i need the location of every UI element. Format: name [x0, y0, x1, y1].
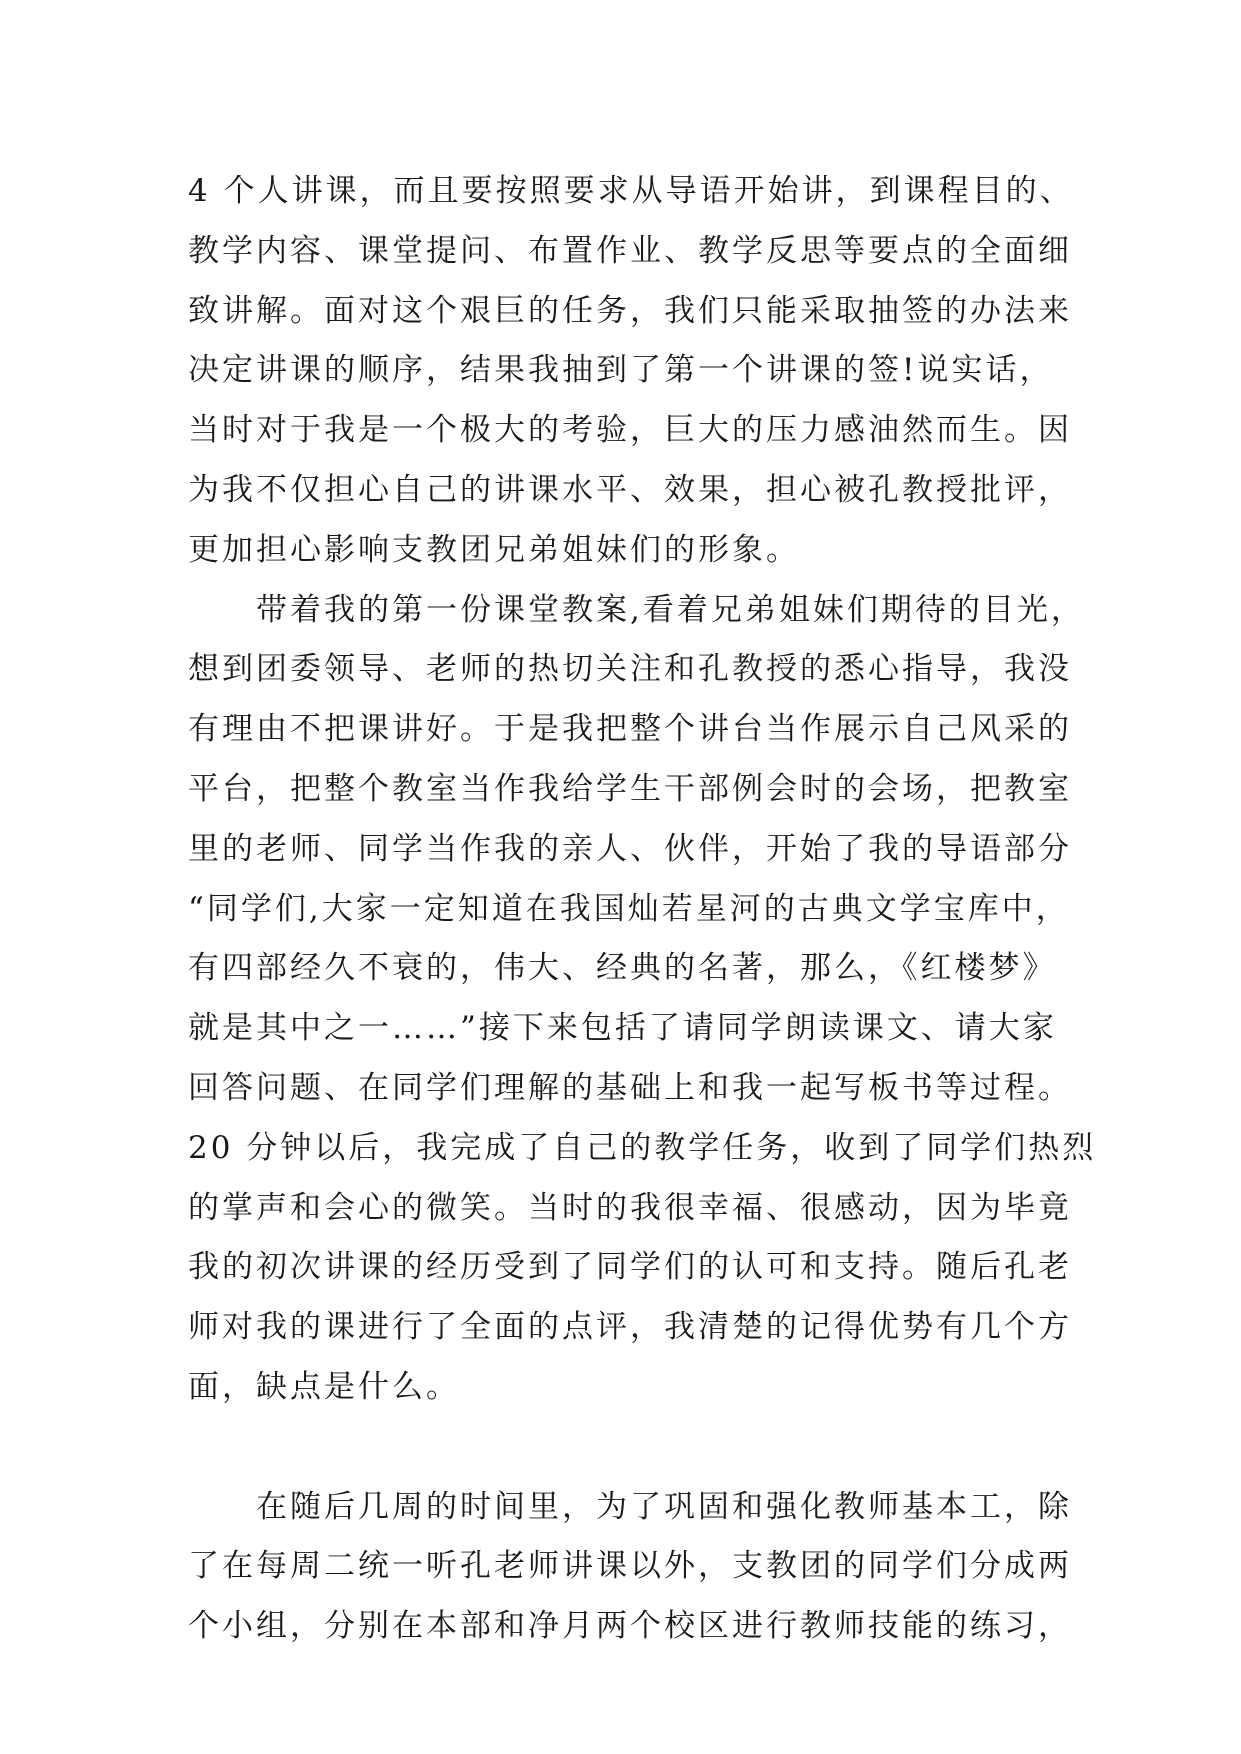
- text-line: 决定讲课的顺序，结果我抽到了第一个讲课的签!说实话，: [188, 352, 1054, 389]
- text-line: 为我不仅担心自己的讲课水平、效果，担心被孔教授批评，: [188, 471, 1072, 508]
- text-line: 致讲解。面对这个艰巨的任务，我们只能采取抽签的办法来: [188, 292, 1072, 329]
- paragraph-2: [188, 581, 1097, 1478]
- text-line: 当时对于我是一个极大的考验，巨大的压力感油然而生。因: [188, 412, 1072, 449]
- text-line: 更加担心影响支教团兄弟姐妹们的形象。: [188, 531, 800, 568]
- text-line: 师对我的课进行了全面的点评，我清楚的记得优势有几个方: [188, 1309, 1072, 1346]
- text-line: 就是其中之一……”接下来包括了请同学朗读课文、请大家: [188, 1010, 1057, 1047]
- text-line: 面，缺点是什么。: [188, 1368, 460, 1405]
- text-line: [188, 1418, 1088, 1478]
- text-line: 4 个人讲课，而且要按照要求从导语开始讲，到课程目的、: [188, 173, 1074, 209]
- text-line: 带着我的第一份课堂教案,看着兄弟姐妹们期待的目光，: [256, 591, 1085, 628]
- text-line: 有四部经久不衰的，伟大、经典的名著，那么，《红楼梦》: [188, 950, 1057, 987]
- text-line: 在随后几周的时间里，为了巩固和强化教师基本工，除: [256, 1488, 1072, 1525]
- text-line: 想到团委领导、老师的热切关注和孔教授的悉心指导，我没: [188, 651, 1072, 688]
- paragraph-1: [188, 162, 1088, 581]
- text-line: 回答问题、在同学们理解的基础上和我一起写板书等过程。: [188, 1069, 1072, 1106]
- body-text: [188, 162, 1097, 1657]
- text-line: 20 分钟以后，我完成了自己的教学任务，收到了同学们热烈: [188, 1129, 1097, 1166]
- text-line: 教学内容、课堂提问、布置作业、教学反思等要点的全面细: [188, 232, 1072, 269]
- text-line: 了在每周二统一听孔老师讲课以外，支教团的同学们分成两: [188, 1548, 1072, 1585]
- text-line: 的掌声和会心的微笑。当时的我很幸福、很感动，因为毕竟: [188, 1189, 1072, 1226]
- text-line: “同学们,大家一定知道在我国灿若星河的古典文学宝库中，: [188, 890, 1070, 927]
- text-line: 平台，把整个教室当作我给学生干部例会时的会场，把教室: [188, 770, 1072, 807]
- text-line: 里的老师、同学当作我的亲人、伙伴，开始了我的导语部分: [188, 830, 1072, 867]
- text-line: 个小组，分别在本部和净月两个校区进行教师技能的练习，: [188, 1608, 1072, 1645]
- paragraph-3: [188, 1478, 1088, 1657]
- text-line: 我的初次讲课的经历受到了同学们的认可和支持。随后孔老: [188, 1249, 1072, 1286]
- text-line: 有理由不把课讲好。于是我把整个讲台当作展示自己风采的: [188, 711, 1072, 748]
